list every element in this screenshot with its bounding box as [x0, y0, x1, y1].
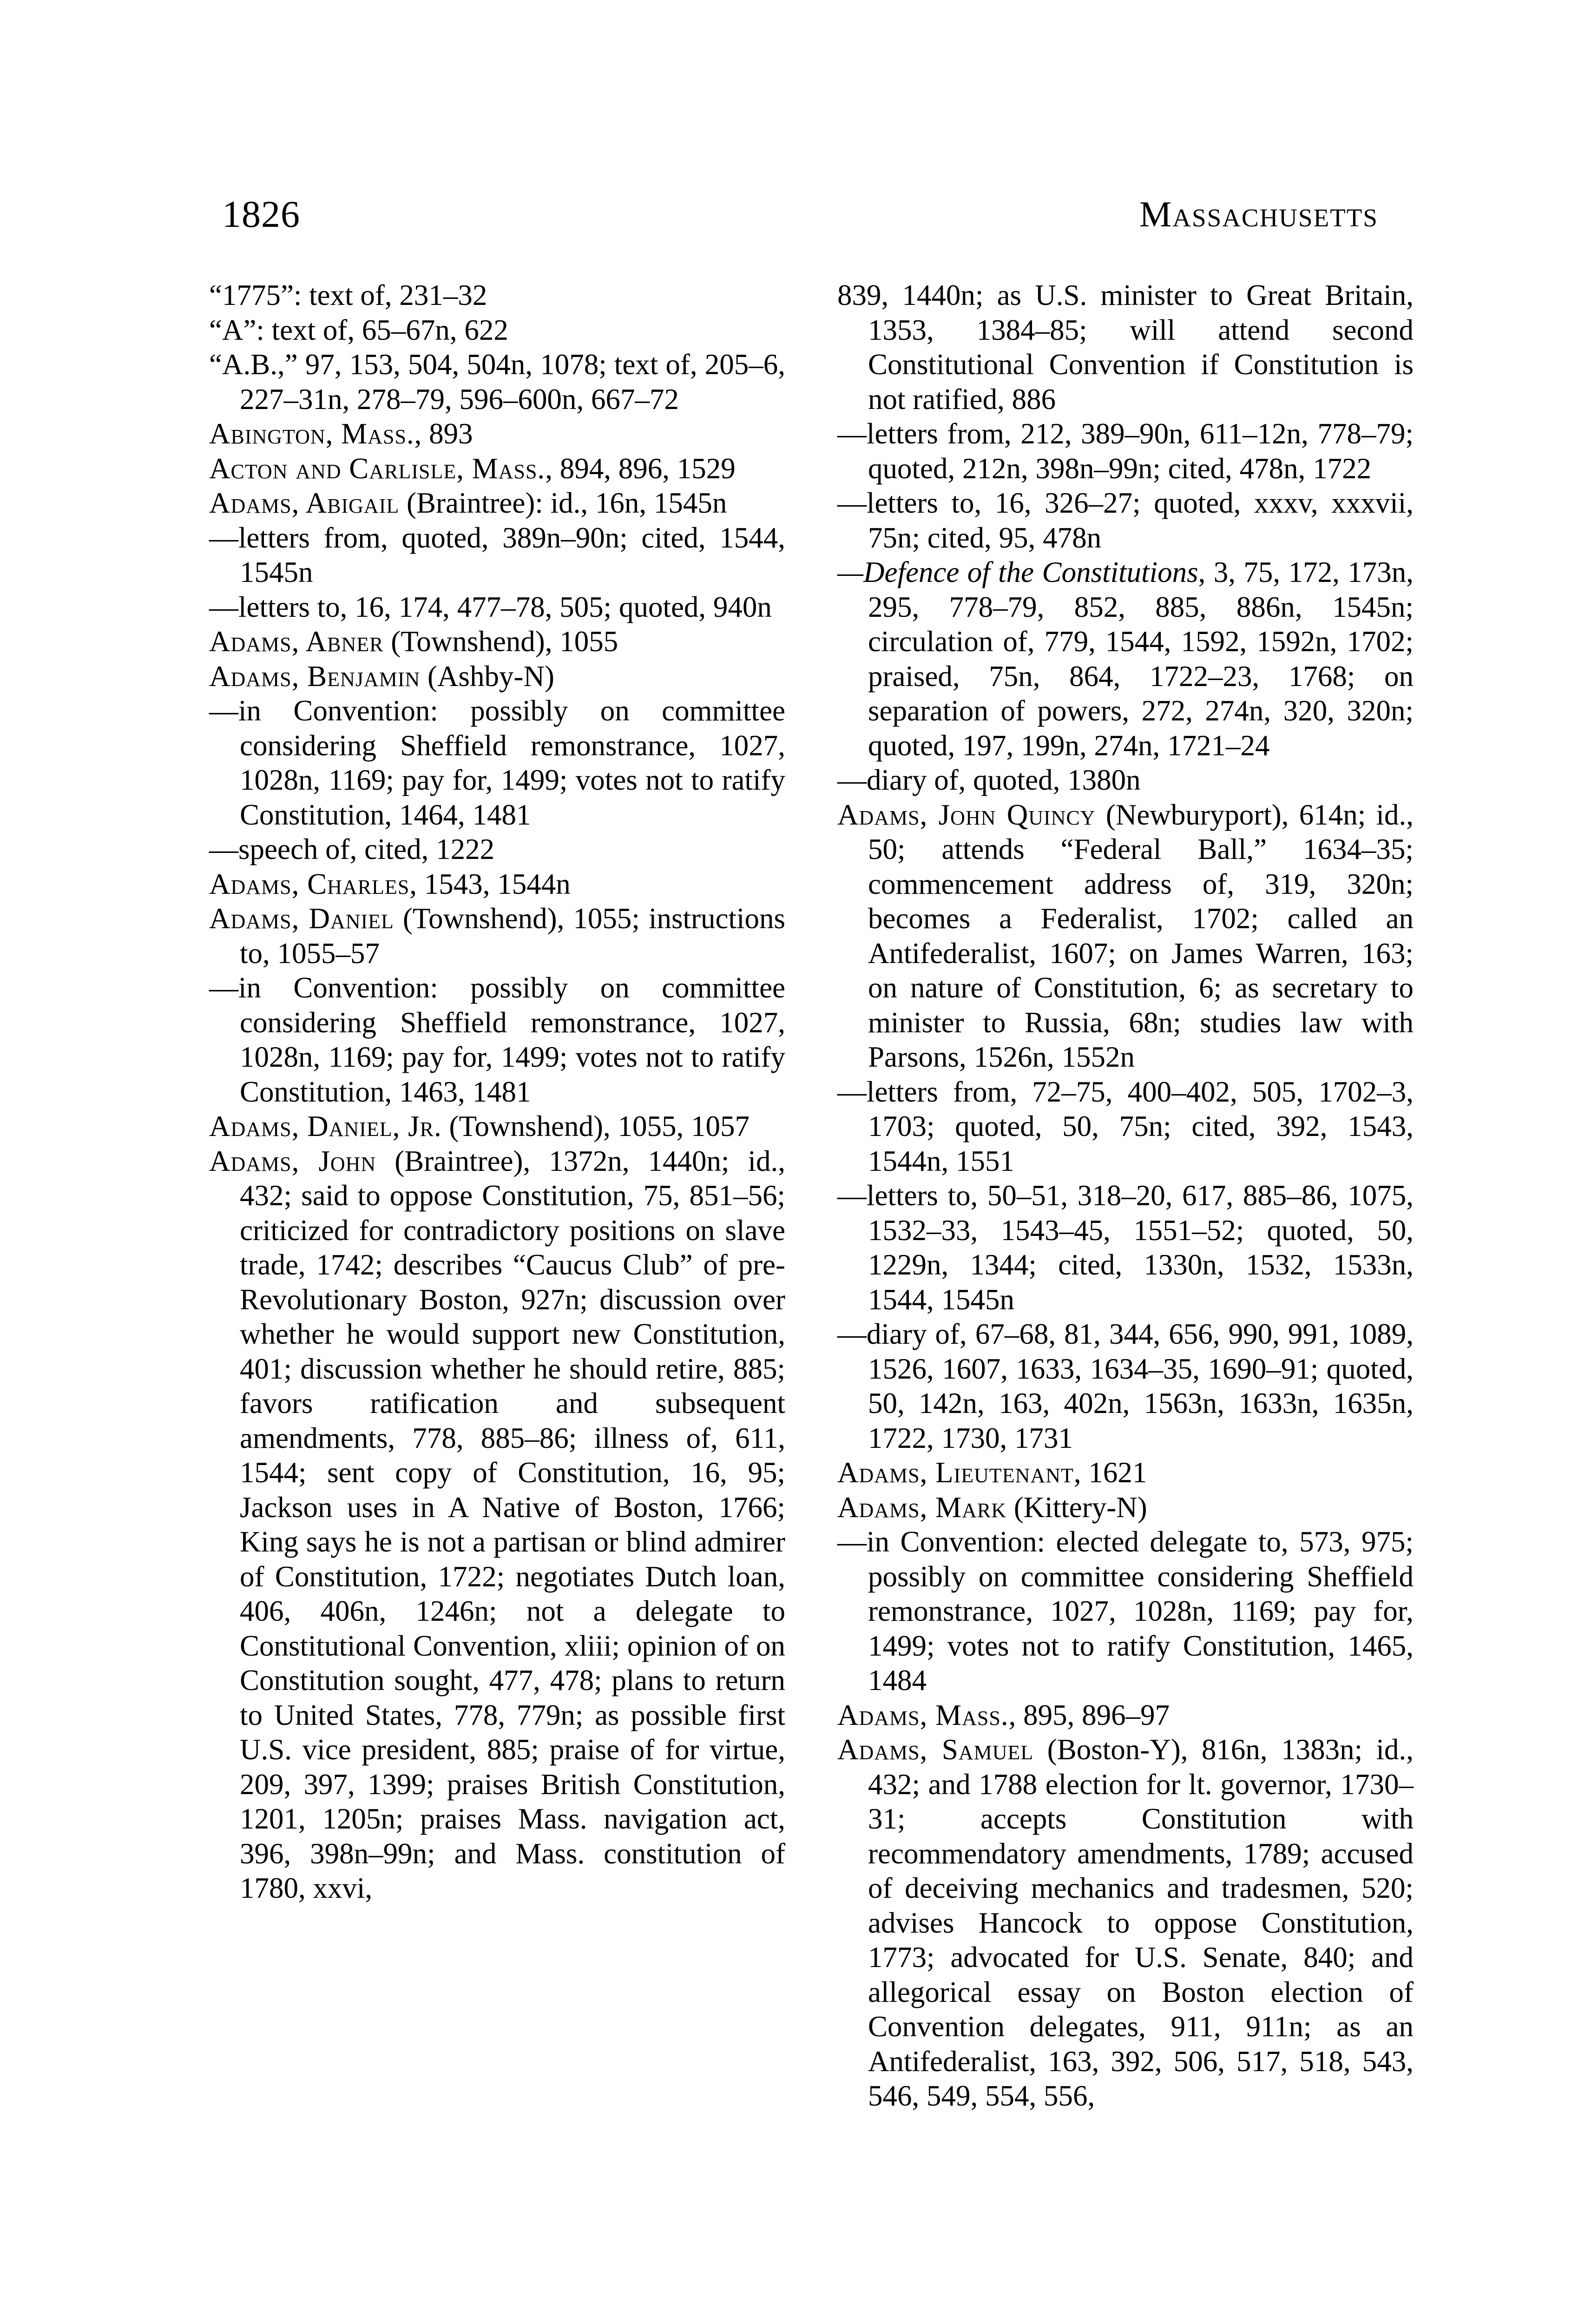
- entry-text: “1775”: text of, 231–32: [209, 279, 487, 311]
- right-column: [837, 278, 1414, 2113]
- index-entry: [209, 624, 785, 659]
- entry-heading: Abington, Mass.: [209, 417, 414, 450]
- entry-text: , 1543, 1544n: [409, 867, 571, 900]
- entry-text: —speech of, cited, 1222: [209, 833, 495, 865]
- index-entry: [209, 1144, 785, 1906]
- index-entry: [837, 416, 1414, 486]
- entry-heading: Acton and Carlisle, Mass.: [209, 452, 546, 485]
- index-entry: [209, 521, 785, 590]
- entry-text: , 894, 896, 1529: [545, 452, 736, 485]
- entry-text: —letters to, 16, 174, 477–78, 505; quoted, 940n: [209, 590, 772, 623]
- entry-heading: Adams, Daniel, Jr.: [209, 1110, 442, 1142]
- running-head: Massachusetts: [1139, 194, 1378, 234]
- entry-text: (Boston-Y), 816n, 1383n; id., 432; and 1788 election for lt. governor, 1730–31; accepts Constitution with recommendatory amendments, 1789; accused of deceiving mechanics and tradesmen, 520; advises Hancock to oppose Constitution, 1773; advocated for U.S. Senate, 840; and allegorical essay on Boston election of Convention delegates, 911, 911n; as an Antifederalist, 163, 392, 506, 517, 518, 543, 546, 549, 554, 556,: [868, 1733, 1414, 2112]
- index-entry: [209, 590, 785, 625]
- entry-text: —in Convention: possibly on committee considering Sheffield remonstrance, 1027, 1028n, 1169; pay for, 1499; votes not to ratify Constitution, 1463, 1481: [209, 971, 785, 1108]
- entry-text: —letters from, quoted, 389n–90n; cited, 1544, 1545n: [209, 521, 785, 588]
- entry-heading: Adams, Charles: [209, 867, 410, 900]
- index-entry: [837, 1455, 1414, 1490]
- index-entry: [209, 451, 785, 486]
- entry-text: (Kittery-N): [1006, 1491, 1147, 1524]
- entry-heading: Adams, Mark: [837, 1491, 1007, 1524]
- entry-heading: Adams, Samuel: [837, 1733, 1034, 1766]
- index-entry: [837, 1732, 1414, 2113]
- index-entry: [837, 486, 1414, 555]
- entry-heading: Adams, Abigail: [209, 487, 400, 519]
- entry-text: (Braintree), 1372n, 1440n; id., 432; said to oppose Constitution, 75, 851–56; criticized for contradictory positions on slave trade, 1742; describes “Caucus Club” of pre-Revolutionary Boston, 927n; discussion over whether he would support new Constitution, 401; discussion whether he should retire, 885; favors ratification and subsequent amendments, 778, 885–86; illness of, 611, 1544; sent copy of Constitution, 16, 95; Jackson uses in A Native of Boston, 1766; King says he is not a partisan or blind admirer of Constitution, 1722; negotiates Dutch loan, 406, 406n, 1246n; not a delegate to Constitutional Convention, xliii; opinion of on Constitution sought, 477, 478; plans to return to United States, 778, 779n; as possible first U.S. vice president, 885; praise of for virtue, 209, 397, 1399; praises British Constitution, 1201, 1205n; praises Mass. navigation act, 396, 398n–99n; and Mass. constitution of 1780, xxvi,: [240, 1144, 785, 1904]
- entry-text: , 1621: [1073, 1456, 1147, 1489]
- entry-text: —in Convention: elected delegate to, 573, 975; possibly on committee considering Sheffield remonstrance, 1027, 1028n, 1169; pay for, 1499; votes not to ratify Constitution, 1465, 1484: [837, 1525, 1414, 1697]
- entry-text: 839, 1440n; as U.S. minister to Great Britain, 1353, 1384–85; will attend second Constitutional Convention if Constitution is not ratified, 886: [837, 279, 1414, 416]
- entry-text: —diary of, quoted, 1380n: [837, 764, 1141, 796]
- index-entry: [837, 1490, 1414, 1525]
- entry-heading: Adams, John Quincy: [837, 798, 1096, 831]
- index-entry: [209, 486, 785, 521]
- index-entry: [837, 798, 1414, 1075]
- entry-text: —letters to, 16, 326–27; quoted, xxxv, xxxvii, 75n; cited, 95, 478n: [837, 487, 1414, 554]
- index-entry: [209, 278, 785, 313]
- entry-text: , 895, 896–97: [1008, 1698, 1170, 1731]
- entry-text: (Townshend), 1055, 1057: [441, 1110, 750, 1142]
- entry-text: —diary of, 67–68, 81, 344, 656, 990, 991, 1089, 1526, 1607, 1633, 1634–35, 1690–91; quoted, 50, 142n, 163, 402n, 1563n, 1633n, 1635n, 1722, 1730, 1731: [837, 1318, 1414, 1454]
- page-number: 1826: [222, 193, 300, 235]
- entry-text: —in Convention: possibly on committee considering Sheffield remonstrance, 1027, 1028n, 1169; pay for, 1499; votes not to ratify Constitution, 1464, 1481: [209, 694, 785, 831]
- index-entry: [837, 1075, 1414, 1179]
- index-entry: [209, 693, 785, 832]
- entry-title: —Defence of the Constitutions: [837, 556, 1198, 588]
- entry-text: (Townshend), 1055; instructions to, 1055–57: [240, 902, 785, 970]
- entry-text: “A”: text of, 65–67n, 622: [209, 313, 508, 346]
- entry-text: (Braintree): id., 16n, 1545n: [399, 487, 727, 519]
- entry-text: (Ashby-N): [420, 660, 554, 693]
- entry-text: —letters to, 50–51, 318–20, 617, 885–86, 1075, 1532–33, 1543–45, 1551–52; quoted, 50, 1229n, 1344; cited, 1330n, 1532, 1533n, 1544, 1545n: [837, 1179, 1414, 1316]
- index-entry: [837, 763, 1414, 798]
- index-entry: [837, 1317, 1414, 1455]
- entry-heading: Adams, Lieutenant: [837, 1456, 1074, 1489]
- entry-text: , 3, 75, 172, 173n, 295, 778–79, 852, 885, 886n, 1545n; circulation of, 779, 1544, 1592, 1592n, 1702; praised, 75n, 864, 1722–23, 1768; on separation of powers, 272, 274n, 320, 320n; quoted, 197, 199n, 274n, 1721–24: [868, 556, 1414, 762]
- index-entry: [209, 313, 785, 348]
- index-entry: [837, 1178, 1414, 1317]
- entry-text: (Newburyport), 614n; id., 50; attends “Federal Ball,” 1634–35; commencement address of, 319, 320n; becomes a Federalist, 1702; called an Antifederalist, 1607; on James Warren, 163; on nature of Constitution, 6; as secretary to minister to Russia, 68n; studies law with Parsons, 1526n, 1552n: [868, 798, 1414, 1073]
- entry-text: “A.B.,” 97, 153, 504, 504n, 1078; text of, 205–6, 227–31n, 278–79, 596–600n, 667–72: [209, 348, 785, 416]
- index-entry: [837, 1698, 1414, 1733]
- index-entry: [837, 278, 1414, 416]
- index-entry: [837, 1525, 1414, 1698]
- index-entry: [209, 832, 785, 867]
- index-entry: [209, 416, 785, 451]
- left-column: [209, 278, 785, 1906]
- index-entry: [837, 555, 1414, 763]
- entry-text: , 893: [414, 417, 473, 450]
- index-entry: [209, 971, 785, 1109]
- index-entry: [209, 867, 785, 902]
- index-entry: [209, 659, 785, 694]
- entry-heading: Adams, Abner: [209, 625, 384, 658]
- entry-heading: Adams, Daniel: [209, 902, 394, 935]
- entry-text: —letters from, 72–75, 400–402, 505, 1702–3, 1703; quoted, 50, 75n; cited, 392, 1543, 1544n, 1551: [837, 1075, 1414, 1177]
- entry-heading: Adams, John: [209, 1144, 376, 1177]
- entry-heading: Adams, Mass.: [837, 1698, 1009, 1731]
- index-entry: [209, 347, 785, 416]
- entry-text: —letters from, 212, 389–90n, 611–12n, 778–79; quoted, 212n, 398n–99n; cited, 478n, 1722: [837, 417, 1414, 485]
- entry-heading: Adams, Benjamin: [209, 660, 421, 693]
- index-entry: [209, 1109, 785, 1144]
- entry-text: (Townshend), 1055: [383, 625, 618, 658]
- index-entry: [209, 901, 785, 971]
